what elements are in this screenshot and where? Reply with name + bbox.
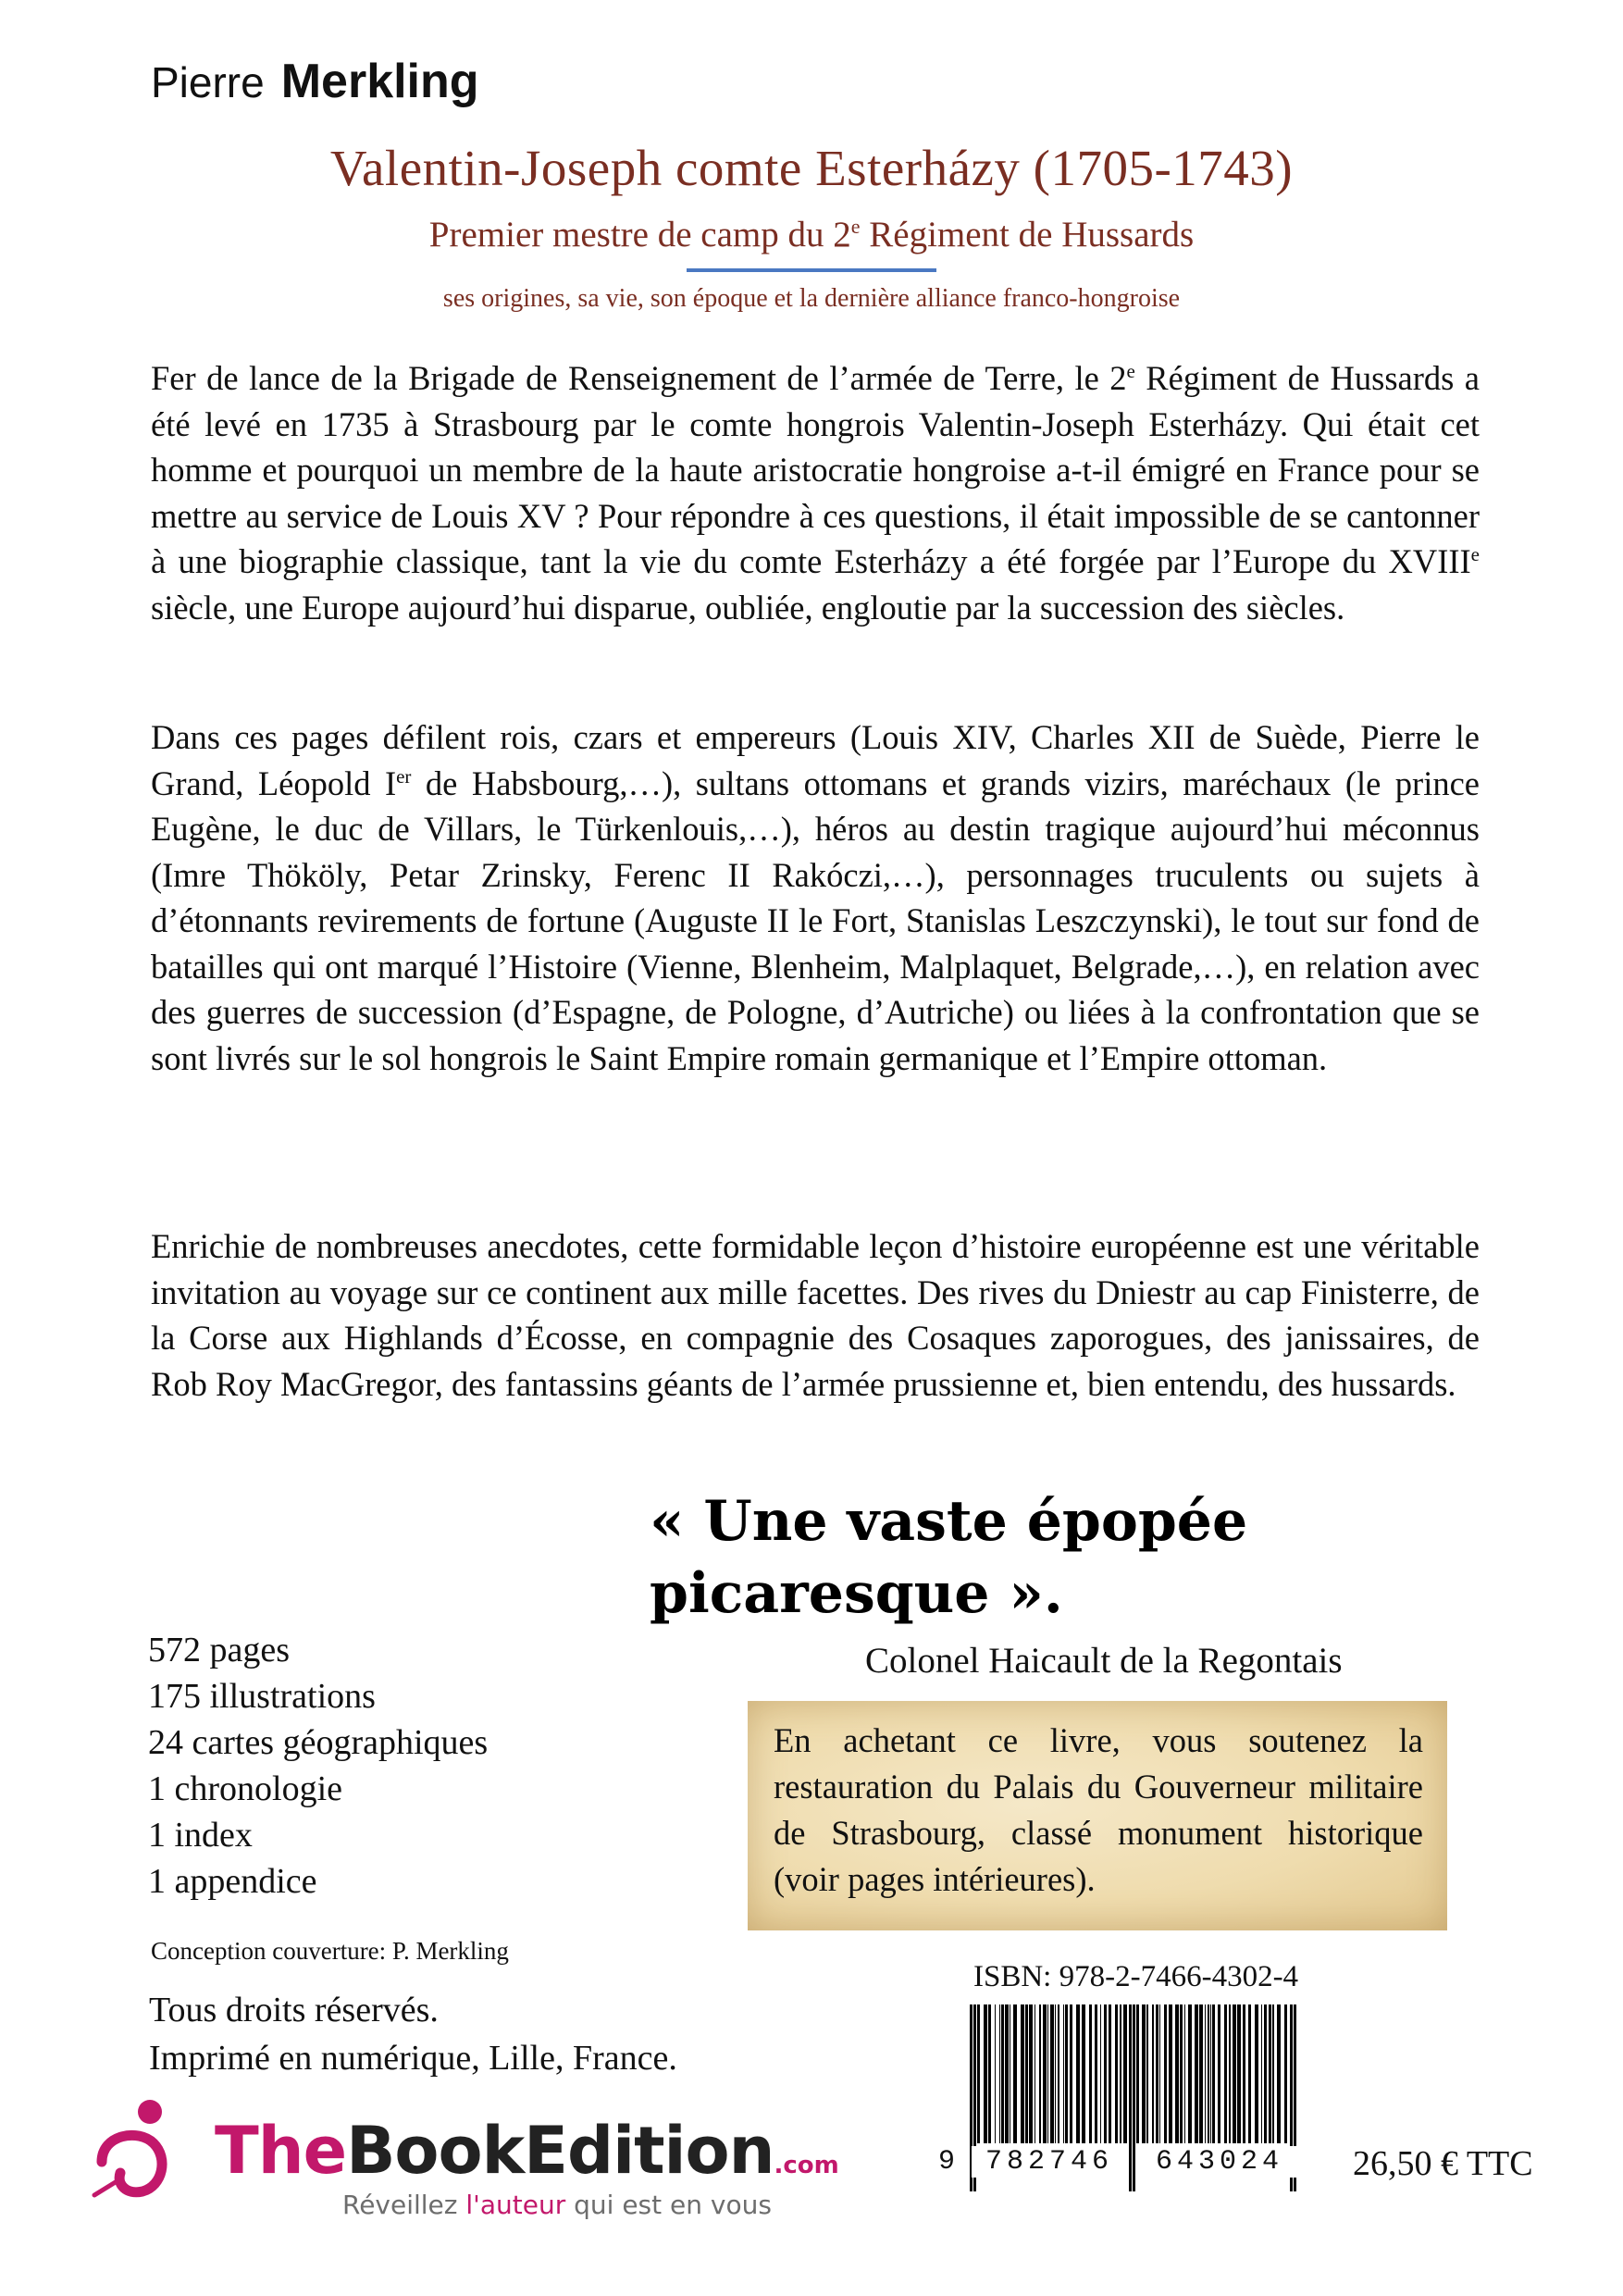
stat-appendix: 1 appendice bbox=[148, 1862, 317, 1901]
publisher-name bbox=[215, 2113, 839, 2189]
book-title: Valentin-Joseph comte Esterházy (1705-1743) bbox=[329, 140, 1294, 196]
barcode-bar bbox=[1248, 2004, 1251, 2143]
review-quote bbox=[650, 1485, 1445, 1630]
author-last-name: Merkling bbox=[280, 55, 479, 108]
barcode-bar bbox=[1063, 2004, 1064, 2143]
barcode-bar bbox=[977, 2004, 980, 2143]
barcode-digit-prefix: 9 bbox=[938, 2146, 956, 2178]
title-divider bbox=[687, 268, 936, 272]
p1-part-a: Fer de lance de la Brigade de Renseignement de l’armée de Terre, le 2 bbox=[151, 359, 1127, 397]
barcode-bar bbox=[1208, 2004, 1209, 2143]
barcode-bar bbox=[1237, 2004, 1241, 2143]
barcode-bar bbox=[1233, 2004, 1236, 2143]
barcode-bar bbox=[1013, 2004, 1017, 2143]
barcode-bar bbox=[1005, 2004, 1009, 2143]
slogan-part-a: Réveillez bbox=[342, 2190, 466, 2220]
barcode-bar bbox=[1159, 2004, 1160, 2143]
barcode-bar bbox=[1001, 2004, 1004, 2143]
slogan-part-b: qui est en vous bbox=[565, 2190, 772, 2220]
barcode-bar bbox=[1123, 2004, 1127, 2143]
barcode-bar bbox=[1188, 2004, 1192, 2143]
slogan-highlight: l'auteur bbox=[465, 2190, 566, 2220]
publisher-name-the: The bbox=[215, 2113, 347, 2189]
rights-line-2: Imprimé en numérique, Lille, France. bbox=[149, 2039, 677, 2078]
stat-maps: 24 cartes géographiques bbox=[148, 1723, 489, 1762]
subtitle-text-pre: Premier mestre de camp du 2 bbox=[428, 215, 851, 254]
barcode-bar bbox=[1047, 2004, 1048, 2143]
p2-part-b: de Habsbourg,…), sultans ottomans et grands vizirs, maréchaux (le prince Eugène, le duc de Villars, le Türkenlouis,…), héros au destin tragique aujourd’hui méconnus (Imre Thököly, Petar Zrinsky, Ferenc II Rakóczi,…), personnages truculents ou sujets à d’étonnants revirements de fortune (Auguste II le Fort, Stanislas Leszczynski), le tout sur fond de batailles qui ont marqué l’Histoire (Vienne, Blenheim, Malplaquet, Belgrade,…), en relation avec des guerres de succession (d’Espagne, de Pologne, d’Autriche) ou liées à la confrontation que se sont livrés sur le sol hongrois le Saint Empire romain germanique et l’Empire ottoman. bbox=[151, 763, 1480, 1077]
rights-notice bbox=[149, 1986, 677, 2082]
barcode-bar bbox=[1269, 2004, 1271, 2143]
barcode-bar bbox=[1164, 2004, 1167, 2143]
p1-part-b: Régiment de Hussards a été levé en 1735 à Strasbourg par le comte hongrois Valentin-Joseph Esterházy. Qui était cet homme et pourquoi un membre de la haute aristocratie hongroise a-t-il émigré en France pour se mettre au service de Louis XV ? Pour répondre à ces questions, il était impossible de se cantonner à une biographie classique, tant la vie du comte Esterházy a été forgée par l’Europe du XVIII bbox=[151, 359, 1480, 580]
stat-illustrations: 175 illustrations bbox=[148, 1677, 376, 1716]
book-stats-list bbox=[148, 1627, 488, 1905]
barcode-digits bbox=[938, 2139, 1323, 2194]
barcode-bar bbox=[1277, 2004, 1281, 2143]
book-subtitle bbox=[0, 214, 1623, 255]
barcode-bar bbox=[1065, 2004, 1068, 2143]
barcode-bar bbox=[1095, 2004, 1097, 2143]
barcode-bar bbox=[1070, 2004, 1072, 2143]
barcode-bar bbox=[1115, 2004, 1118, 2143]
price: 26,50 € TTC bbox=[1353, 2144, 1533, 2183]
barcode-bar bbox=[1255, 2004, 1258, 2143]
barcode-bar bbox=[1100, 2004, 1101, 2143]
barcode-bar bbox=[1055, 2004, 1056, 2143]
barcode-bar bbox=[1109, 2004, 1111, 2143]
barcode-bar bbox=[1082, 2004, 1085, 2143]
synopsis-paragraph-1 bbox=[151, 355, 1480, 630]
barcode-bar bbox=[1146, 2004, 1148, 2143]
barcode-bar bbox=[1120, 2004, 1121, 2143]
stat-chronology: 1 chronologie bbox=[148, 1769, 343, 1808]
barcode-bar bbox=[1050, 2004, 1054, 2143]
barcode-bar bbox=[1156, 2004, 1158, 2143]
p1-superscript-2: e bbox=[1470, 542, 1480, 565]
p2-superscript: er bbox=[396, 764, 412, 788]
barcode-bar bbox=[1039, 2004, 1041, 2143]
barcode-bar bbox=[1284, 2004, 1287, 2143]
publisher-logo-icon bbox=[85, 2095, 205, 2211]
barcode-bar bbox=[988, 2004, 991, 2143]
barcode-bar bbox=[1104, 2004, 1107, 2143]
synopsis-paragraph-3: Enrichie de nombreuses anecdotes, cette formidable leçon d’histoire européenne est une véritable invitation au voyage sur ce continent aux mille facettes. Des rives du Dniestr au cap Finisterre, de la Corse aux Highlands d’Écosse, en compagnie des Cosaques zaporogues, des janissaires, de Rob Roy MacGregor, des fantassins géants de l’armée prussienne et, bien entendu, des hussards. bbox=[151, 1227, 1480, 1403]
barcode-bar bbox=[1076, 2004, 1080, 2143]
barcode-bar bbox=[984, 2004, 987, 2143]
barcode-bar bbox=[1272, 2004, 1274, 2143]
p2-part-a: Dans ces pages défilent rois, czars et empereurs (Louis XIV, Charles XII de Suède, Pierre le Grand, Léopold I bbox=[151, 718, 1480, 802]
restoration-notice-box: En achetant ce livre, vous soutenez la restauration du Palais du Gouverneur militaire de Strasbourg, classé monument historique (voir pages intérieures). bbox=[748, 1701, 1447, 1930]
barcode-bar bbox=[1029, 2004, 1033, 2143]
stat-index: 1 index bbox=[148, 1816, 253, 1855]
barcode-digits-left: 782746 bbox=[972, 2146, 1127, 2178]
publisher-name-main: BookEdition bbox=[346, 2113, 774, 2189]
barcode-bar bbox=[1195, 2004, 1198, 2143]
barcode-bar bbox=[1210, 2004, 1211, 2143]
quote-author: Colonel Haicault de la Regontais bbox=[865, 1641, 1343, 1681]
barcode-bar bbox=[1218, 2004, 1220, 2143]
barcode-bar bbox=[1205, 2004, 1206, 2143]
book-tagline: ses origines, sa vie, son époque et la dernière alliance franco-hongroise bbox=[442, 284, 1181, 313]
barcode-bar bbox=[1261, 2004, 1262, 2143]
barcode-bar bbox=[1021, 2004, 1024, 2143]
barcode-bar bbox=[1089, 2004, 1092, 2143]
publisher-slogan bbox=[342, 2190, 772, 2220]
barcode-bar bbox=[1180, 2004, 1183, 2143]
barcode-bar bbox=[1058, 2004, 1059, 2143]
isbn-label: ISBN: 978-2-7466-4302-4 bbox=[973, 1960, 1299, 1993]
barcode-bar bbox=[1175, 2004, 1179, 2143]
barcode-digits-right: 643024 bbox=[1142, 2146, 1297, 2178]
barcode-bar bbox=[1264, 2004, 1267, 2143]
barcode-bar bbox=[1169, 2004, 1172, 2143]
publisher-name-tld: .com bbox=[774, 2152, 839, 2179]
synopsis-paragraph-2 bbox=[151, 714, 1480, 1081]
barcode-bar bbox=[1025, 2004, 1028, 2143]
p1-part-c: siècle, une Europe aujourd’hui disparue, oubliée, engloutie par la succession des siècles. bbox=[151, 588, 1345, 627]
barcode-bar bbox=[1142, 2004, 1146, 2143]
barcode-bar bbox=[1152, 2004, 1154, 2143]
p1-superscript-1: e bbox=[1126, 359, 1135, 382]
author-first-name: Pierre bbox=[151, 58, 265, 106]
barcode-bar bbox=[1224, 2004, 1227, 2143]
barcode-bar bbox=[1136, 2004, 1139, 2143]
barcode-bar bbox=[1199, 2004, 1203, 2143]
subtitle-superscript: e bbox=[850, 215, 861, 238]
stat-pages: 572 pages bbox=[148, 1631, 291, 1669]
barcode-bar bbox=[1229, 2004, 1231, 2143]
barcode-bar bbox=[999, 2004, 1000, 2143]
cover-credit: Conception couverture: P. Merkling bbox=[151, 1937, 509, 1965]
barcode-bar bbox=[1212, 2004, 1215, 2143]
barcode-bar bbox=[1043, 2004, 1047, 2143]
subtitle-text-post: Régiment de Hussards bbox=[860, 215, 1195, 254]
rights-line-1: Tous droits réservés. bbox=[149, 1991, 439, 2029]
quote-line-2: picaresque ». bbox=[650, 1561, 1063, 1626]
barcode-bar bbox=[1184, 2004, 1185, 2143]
barcode-bar bbox=[995, 2004, 996, 2143]
barcode-bar bbox=[1243, 2004, 1245, 2143]
quote-line-1: « Une vaste épopée bbox=[650, 1489, 1248, 1554]
author-name bbox=[151, 54, 479, 109]
